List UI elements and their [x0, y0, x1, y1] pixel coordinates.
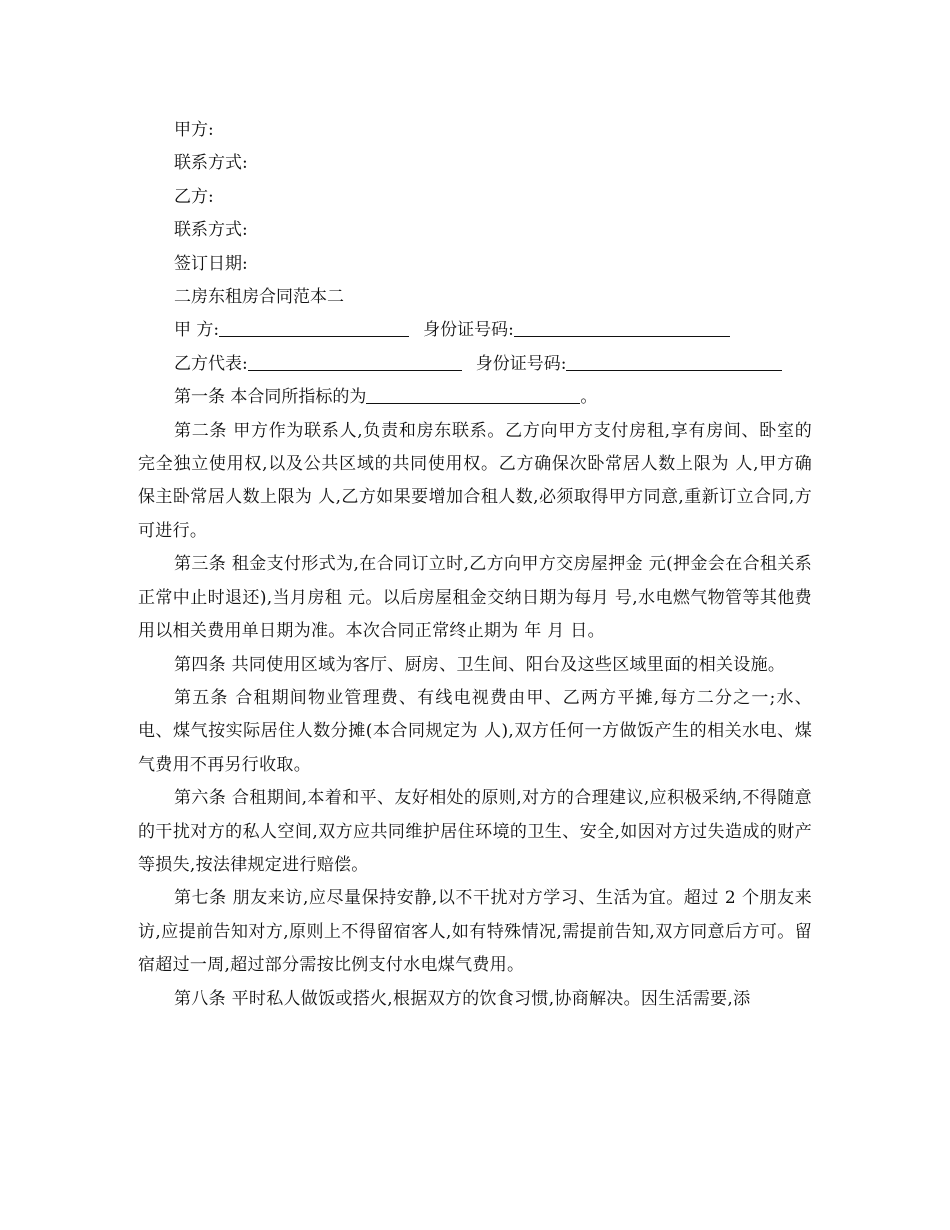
party-b-name-blank [248, 350, 462, 371]
party-b-contact: 联系方式: [174, 220, 248, 241]
party-b-id-label: 身份证号码: [475, 353, 567, 374]
party-b-heading: 乙方: [174, 186, 214, 207]
article-1 [138, 381, 812, 414]
article-3: 第三条 租金支付形式为,在合同订立时,乙方向甲方交房屋押金 元(押金会在合租关系正常中止时退还),当月房租 元。以后房屋租金交纳日期为每月 号,水电燃气物管等其他费用以相关费用单日期为准。本次合同正常终止期为 年 月 日。 [138, 554, 812, 642]
party-b-label: 乙方代表: [174, 353, 248, 374]
party-b-id-blank [566, 350, 782, 371]
article-1-text: 第一条 本合同所指标的为 [174, 387, 367, 408]
article-7: 第七条 朋友来访,应尽量保持安静,以不干扰对方学习、生活为宜。超过 2 个朋友来访,应提前告知对方,原则上不得留宿客人,如有特殊情况,需提前告知,双方同意后方可。留宿超过一周,超过部分需按比例支付水电煤气费用。 [138, 888, 812, 976]
party-a-id-blank [514, 316, 730, 337]
article-6: 第六条 合租期间,本着和平、友好相处的原则,对方的合理建议,应积极采纳,不得随意的干扰对方的私人空间,双方应共同维护居住环境的卫生、安全,如因对方过失造成的财产等损失,按法律规定进行赔偿。 [138, 788, 812, 875]
article-4: 第四条 共同使用区域为客厅、厨房、卫生间、阳台及这些区域里面的相关设施。 [174, 654, 786, 675]
article-1-blank [366, 383, 580, 404]
party-a-contact: 联系方式: [174, 153, 248, 174]
party-a-line [138, 314, 812, 347]
party-a-label: 甲 方: [174, 320, 220, 341]
contract-body [138, 114, 812, 1016]
party-b-line [138, 348, 812, 381]
party-a-heading: 甲方: [174, 120, 214, 140]
article-1-end: 。 [580, 387, 598, 408]
party-a-name-blank [219, 316, 409, 337]
article-8: 第八条 平时私人做饭或搭火,根据双方的饮食习惯,协商解决。因生活需要,添 [174, 988, 751, 1009]
contract-title: 二房东租房合同范本二 [174, 287, 344, 308]
signing-date: 签订日期: [174, 253, 248, 274]
article-2: 第二条 甲方作为联系人,负责和房东联系。乙方向甲方支付房租,享有房间、卧室的完全独立使用权,以及公共区域的共同使用权。乙方确保次卧常居人数上限为 人,甲方确保主卧常居人数上限为 人,乙方如果要增加合租人数,必须取得甲方同意,重新订立合同,方可进行。 [138, 420, 812, 541]
article-5: 第五条 合租期间物业管理费、有线电视费由甲、乙两方平摊,每方二分之一;水、电、煤气按实际居住人数分摊(本合同规定为 人),双方任何一方做饭产生的相关水电、煤气费用不再另行收取。 [138, 687, 812, 775]
party-a-id-label: 身份证号码: [423, 320, 514, 341]
